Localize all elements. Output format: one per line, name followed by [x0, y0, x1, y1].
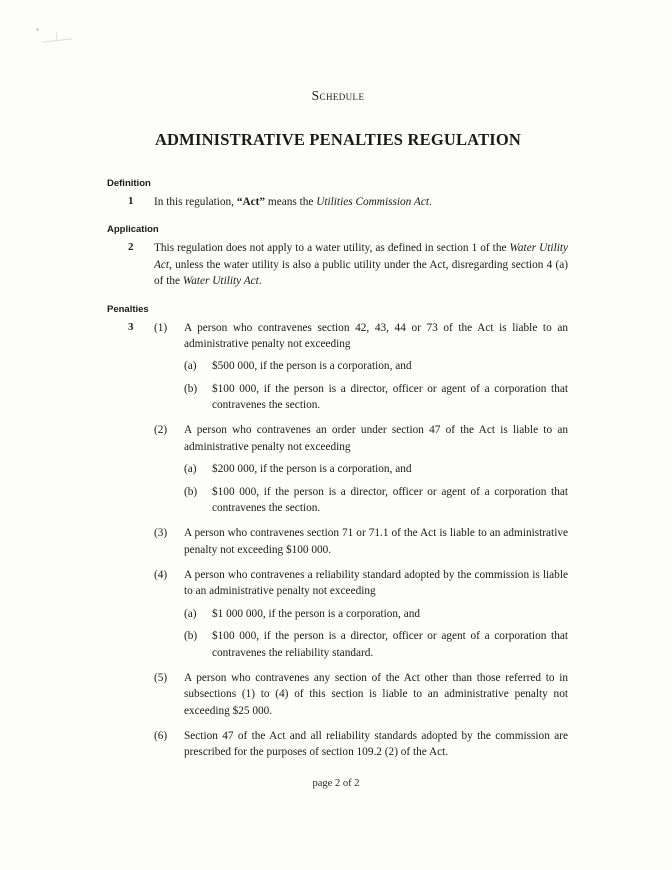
- paragraph-list: [184, 606, 568, 661]
- subclause-number: (5): [154, 671, 168, 684]
- clause-number: 2: [128, 241, 134, 254]
- clause-subclause-list: [154, 320, 568, 761]
- clause-text-part: .: [428, 196, 432, 208]
- clause-text: [154, 194, 568, 210]
- paragraph-text: $1 000 000, if the person is a corporation, and: [212, 607, 421, 620]
- section-heading-definition: Definition: [107, 178, 151, 189]
- clause-text-part: In this regulation,: [154, 196, 237, 208]
- paragraph-text: $200 000, if the person is a corporation, and: [212, 463, 412, 476]
- subclause-number: (2): [154, 424, 168, 437]
- document-content: [108, 88, 568, 765]
- clause-text-part: .: [258, 275, 262, 288]
- subclause: [154, 670, 568, 719]
- clause-number: 3: [128, 320, 134, 333]
- clause-text-part-italic: Water Utility Act: [182, 275, 259, 288]
- clause-text-part: This regulation does not apply to a water utility, as defined in section 1 of the: [154, 242, 510, 255]
- section-application: [108, 224, 568, 289]
- paragraph-number: (a): [184, 360, 197, 373]
- clause-2: [108, 240, 568, 289]
- paragraph-text: $100 000, if the person is a director, officer or agent of a corporation that contravenes the section.: [212, 485, 568, 514]
- subclause-number: (1): [154, 321, 168, 334]
- subclause-text: A person who contravenes a reliability standard adopted by the commission is liable to an administrative penalty not exceeding: [184, 569, 568, 598]
- clause-text-part-italic: Utilities Commission Act: [316, 196, 429, 208]
- paragraph: [184, 461, 568, 477]
- subclause-number: (4): [154, 569, 168, 581]
- clause-number: 1: [128, 195, 134, 207]
- subclause: [154, 728, 568, 761]
- subclause: [154, 525, 568, 558]
- subclause-text: Section 47 of the Act and all reliability standards adopted by the commission are prescribed for the purposes of section 109.2 (2) of the Act.: [184, 730, 568, 759]
- subclause: [154, 320, 568, 353]
- paragraph-number: (b): [184, 630, 198, 643]
- subclause-number: (3): [154, 527, 168, 540]
- paragraph-number: (a): [184, 607, 197, 620]
- subclause-text: A person who contravenes section 42, 43, 44 or 73 of the Act is liable to an administrative penalty not exceeding: [184, 321, 568, 350]
- paragraph-number: (b): [184, 485, 198, 498]
- subclause: [154, 567, 568, 600]
- paragraph-text: $500 000, if the person is a corporation, and: [212, 360, 412, 373]
- paragraph: [184, 606, 568, 622]
- clause-3: [108, 320, 568, 761]
- clause-text-part-italic: Water Utility Act: [154, 242, 568, 271]
- clause-text-part-bold: “Act”: [236, 196, 266, 208]
- subclause: [154, 422, 568, 455]
- clause-text-part: means the: [265, 196, 317, 208]
- paragraph: [184, 381, 568, 414]
- section-heading-application: Application: [107, 224, 159, 236]
- paragraph: [184, 628, 568, 661]
- paragraph: [184, 484, 568, 517]
- subclause-text: A person who contravenes section 71 or 71.1 of the Act is liable to an administrative penalty not exceeding $100 000.: [184, 527, 568, 556]
- paragraph-number: (b): [184, 382, 198, 395]
- page-footer: page 2 of 2: [312, 778, 360, 789]
- section-penalties: [108, 304, 568, 761]
- paragraph-list: [184, 461, 568, 516]
- section-heading-penalties: Penalties: [107, 303, 149, 315]
- subclause-text: A person who contravenes an order under section 47 of the Act is liable to an administrative penalty not exceeding: [184, 424, 568, 453]
- subclause-text: A person who contravenes any section of the Act other than those referred to in subsections (1) to (4) of this section is liable to an administrative penalty not exceeding $25 000.: [184, 671, 568, 717]
- scan-artifact-mark: [34, 26, 76, 52]
- subclause-number: (6): [154, 730, 168, 742]
- paragraph-text: $100 000, if the person is a director, officer or agent of a corporation that contravenes the section.: [212, 382, 568, 411]
- clause-text-part: , unless the water utility is also a public utility under the Act, disregarding section 4 (a) of the: [154, 258, 568, 288]
- page-title: ADMINISTRATIVE PENALTIES REGULATION: [154, 130, 522, 149]
- section-definition: [108, 178, 568, 210]
- schedule-heading: Schedule: [311, 88, 365, 103]
- clause-1: [108, 194, 568, 210]
- clause-text: [154, 240, 568, 289]
- paragraph: [184, 358, 568, 374]
- paragraph-text: $100 000, if the person is a director, officer or agent of a corporation that contravenes the reliability standard.: [212, 630, 568, 659]
- paragraph-number: (a): [184, 463, 197, 476]
- paragraph-list: [184, 358, 568, 413]
